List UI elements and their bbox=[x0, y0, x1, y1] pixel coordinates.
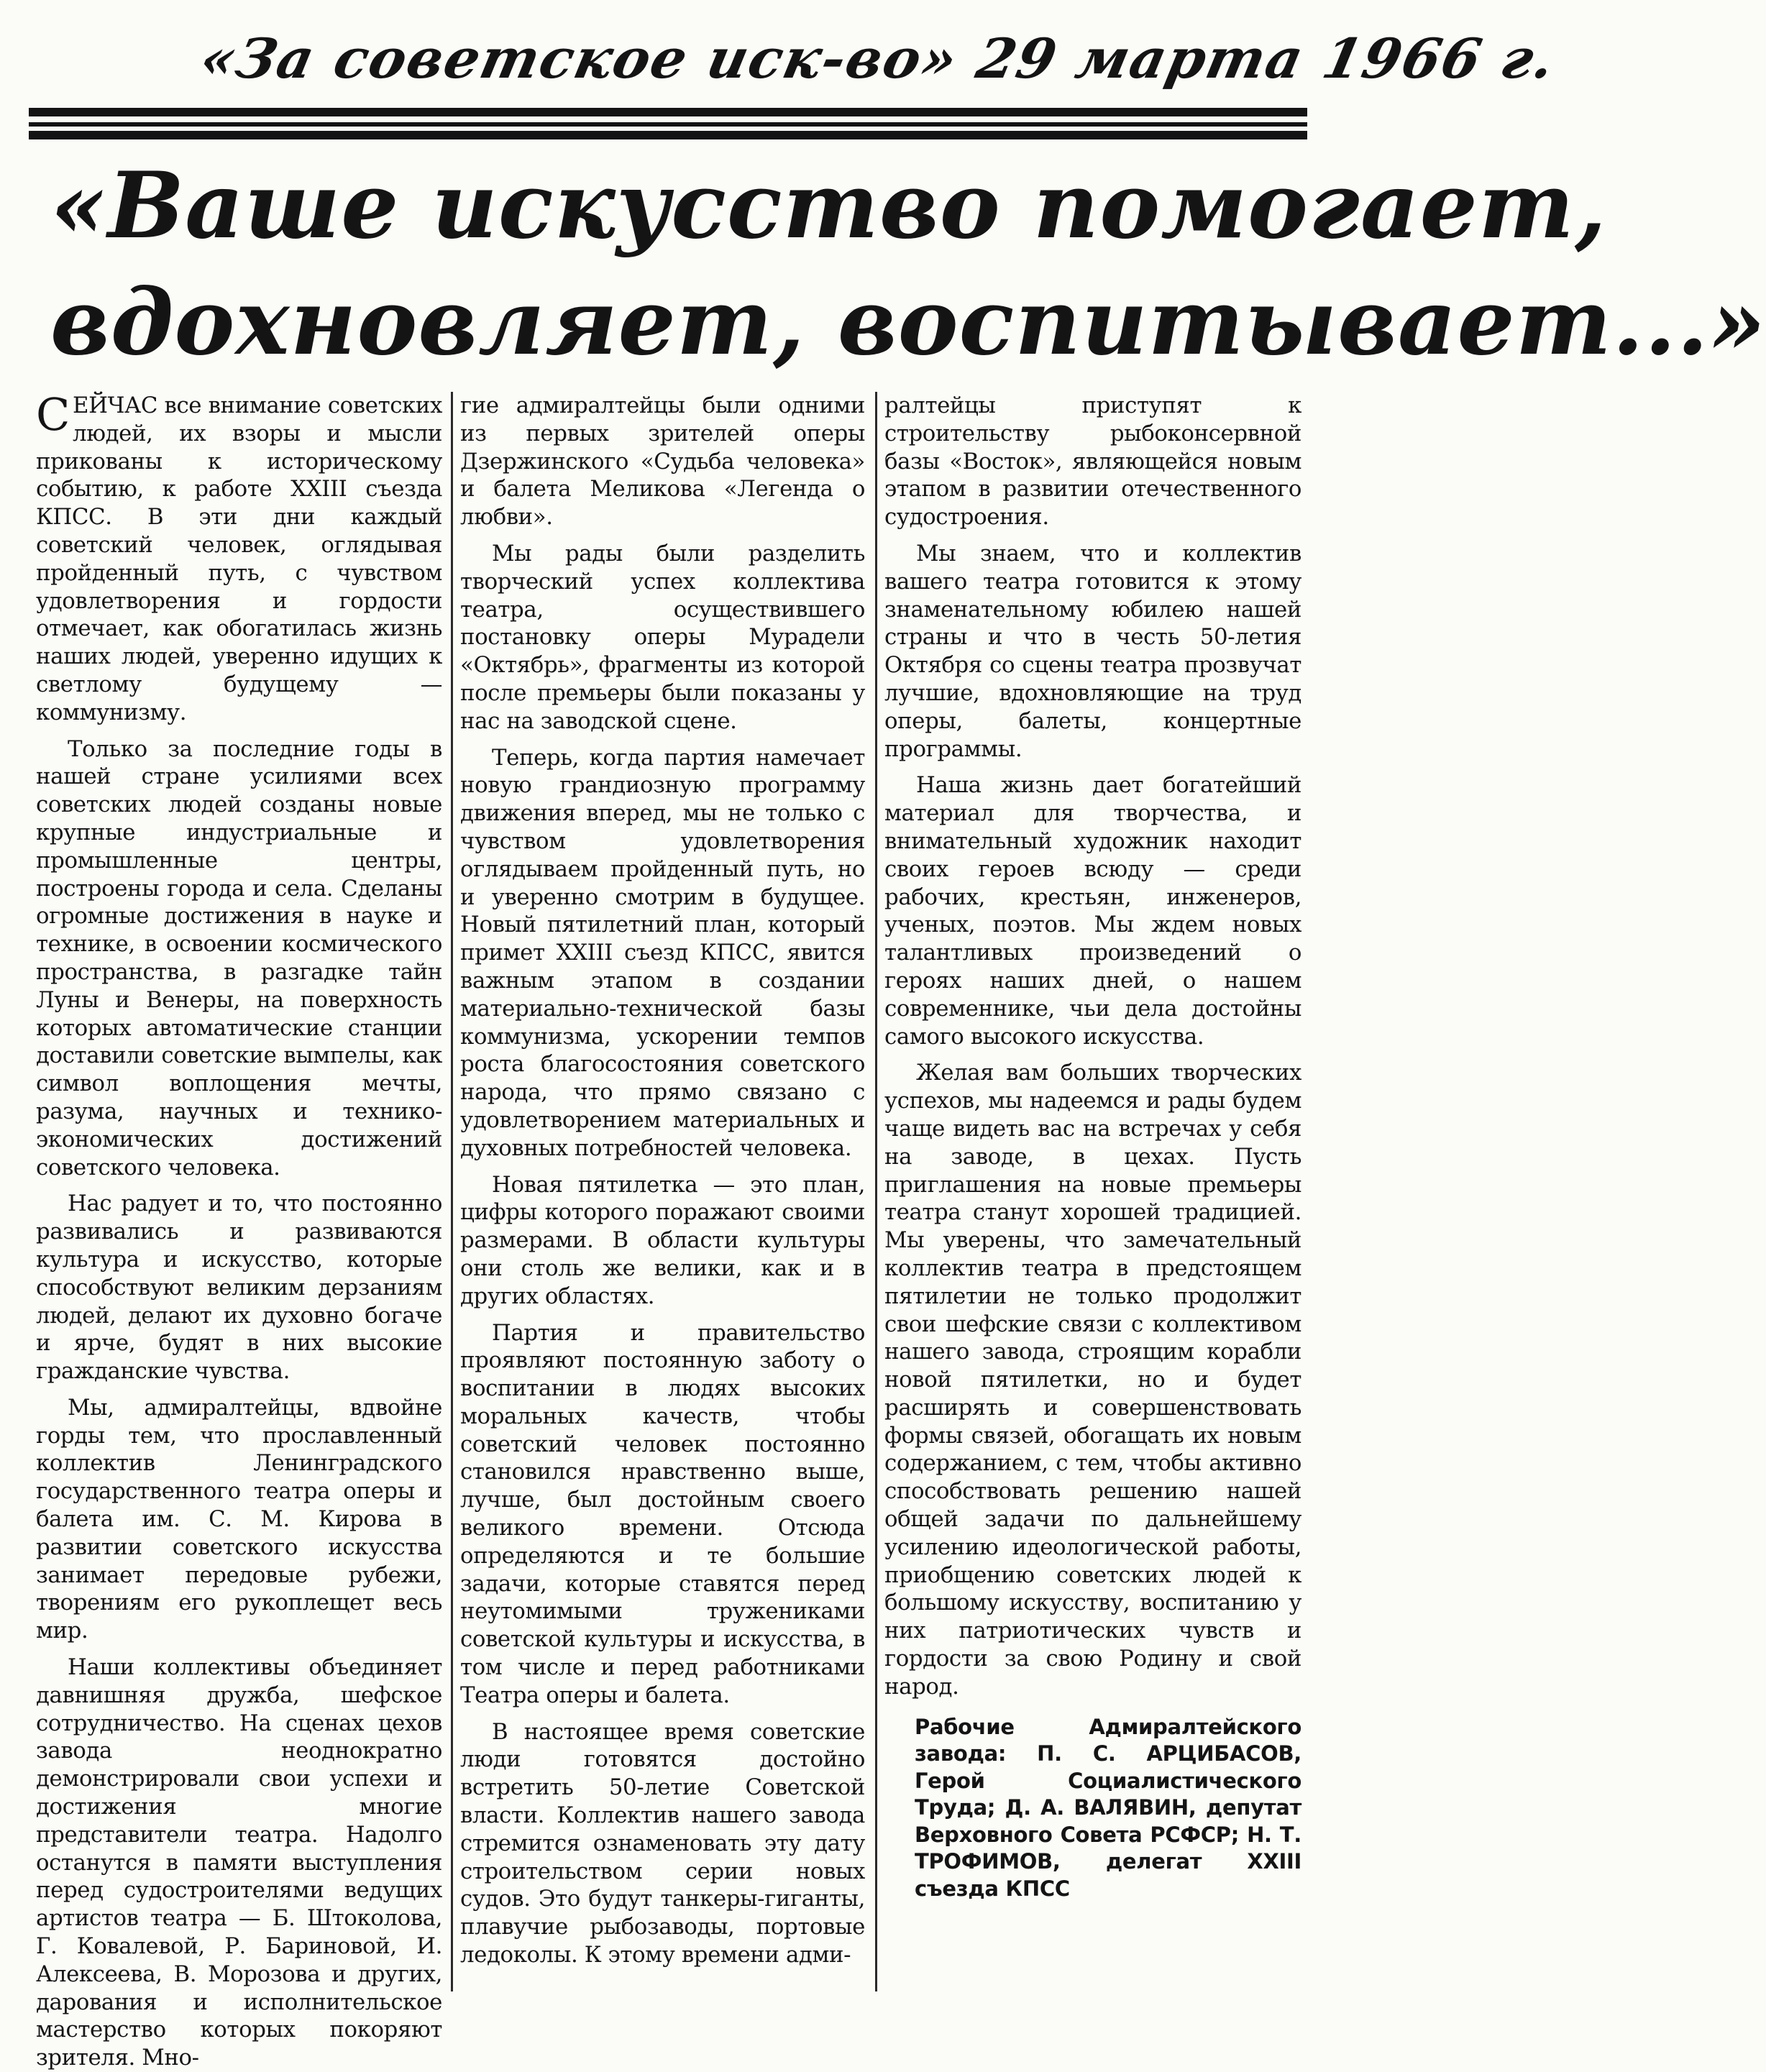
paragraph bbox=[36, 388, 442, 727]
paragraph: Наша жизнь дает богатейший материал для творчества, и внимательный художник находит своих героев всюду — среди рабочих, крестьян, инженеров, ученых, поэтов. Мы ждем новых талантливых произведений о героях наших дней, о нашем современнике, чьи дела достойны самого высокого искусства. bbox=[884, 772, 1301, 1050]
signature: Рабочие Адмиралтейского завода: П. С. АРЦИБАСОВ, Герой Социалистического Труда; Д. А. ВАЛЯВИН, депутат Верховного Совета РСФСР; Н. Т. ТРОФИМОВ, делегат XXIII съезда КПСС bbox=[915, 1714, 1301, 1901]
drop-cap: С bbox=[36, 388, 70, 441]
headline bbox=[50, 147, 1766, 392]
article-body bbox=[29, 388, 1309, 2071]
paragraph: Только за последние годы в нашей стране усилиями всех советских людей созданы новые крупные индустриальные и промышленные центры, построены города и села. Сделаны огромные достижения в науке и технике, в освоении космического пространства, в разгадке тайн Луны и Венеры, на поверхность которых автоматические станции доставили советские вымпелы, как символ воплощения мечты, разума, научных и технико-экономических достижений советского человека. bbox=[36, 735, 442, 1181]
paragraph: В настоящее время советские люди готовятся достойно встретить 50-летие Советской власти. Коллектив нашего завода стремится ознаменовать эту дату строительством серии новых судов. Это будут танкеры-гиганты, плавучие рыбозаводы, портовые ледоколы. К этому времени адми- bbox=[460, 1718, 865, 1968]
paragraph-text: ЕЙЧАС все внимание советских людей, их взоры и мысли прикованы к историческому событию, к работе XXIII съезда КПСС. В эти дни каждый советский человек, оглядывая пройденный путь, с чувством удовлетворения и гордости отмечает, как обогатилась жизнь наших людей, уверенно идущих к светлому будущему — коммунизму. bbox=[36, 393, 442, 725]
paragraph: Партия и правительство проявляют постоянную заботу о воспитании в людях высоких моральных качеств, чтобы советский человек постоянно становился нравственно выше, лучше, был достойным своего великого времени. Отсюда определяются и те большие задачи, которые ставятся перед неутомимыми тружениками советской культуры и искусства, в том числе и перед работниками Театра оперы и балета. bbox=[460, 1319, 865, 1708]
paragraph: Теперь, когда партия намечает новую грандиозную программу движения вперед, мы не только с чувством удовлетворения оглядываем пройденный путь, но и уверенно смотрим в будущее. Новый пятилетний план, который примет XXIII съезд КПСС, явится важным этапом в создании материально-технической базы коммунизма, ускорении темпов роста благосостояния советского народа, что прямо связано с удовлетворением материальных и духовных потребностей человека. bbox=[460, 744, 865, 1161]
column-divider bbox=[875, 392, 877, 1991]
paragraph: Мы рады были разделить творческий успех коллектива театра, осуществившего постановку оперы Мурадели «Октябрь», фрагменты из которой после премьеры были показаны у нас на заводской сцене. bbox=[460, 540, 865, 734]
column-3 bbox=[884, 392, 1301, 2006]
rule-middle bbox=[29, 122, 1307, 127]
paragraph: Мы, адмиралтейцы, вдвойне горды тем, что прославленный коллектив Ленинградского государственного театра оперы и балета им. С. М. Кирова в развитии советского искусства занимает передовые рубежи, творениям его рукоплещет весь мир. bbox=[36, 1394, 442, 1644]
column-1 bbox=[36, 388, 442, 2071]
paragraph: Желая вам больших творческих успехов, мы надеемся и рады будем чаще видеть вас на встречах у себя на заводе, в цехах. Пусть приглашения на новые премьеры театра станут хорошей традицией. Мы уверены, что замечательный коллектив театра в предстоящем пятилетии не только продолжит свои шефские связи с коллективом нашего завода, строящим корабли новой пятилетки, но и будет расширять и совершенствовать формы связей, обогащать их новым содержанием, с тем, чтобы активно способствовать решению нашей общей задачи по дальнейшему усилению идеологической работы, приобщению советских людей к большому искусству, воспитанию у них патриотических чувств и гордости за свою Родину и свой народ. bbox=[884, 1060, 1301, 1700]
column-divider bbox=[451, 392, 453, 1991]
header-rules bbox=[29, 108, 1307, 144]
paragraph: Новая пятилетка — это план, цифры которого поражают своими размерами. В области культуры они столь же велики, как и в других областях. bbox=[460, 1171, 865, 1309]
headline-line-2: вдохновляет, воспитывает...» bbox=[50, 269, 1766, 375]
paragraph: Наши коллективы объединяет давнишняя дружба, шефское сотрудничество. На сценах цехов завода неоднократно демонстрировали свои успехи и достижения многие представители театра. Надолго останутся в памяти выступления перед судостроителями ведущих артистов театра — Б. Штоколова, Г. Ковалевой, Р. Бариновой, И. Алексеева, В. Морозова и других, дарования и исполнительское мастерство которых покоряют зрителя. Мно- bbox=[36, 1654, 442, 2071]
column-2 bbox=[460, 392, 865, 2006]
handwritten-date-note: «За советское иск-во» 29 марта 1966 г. bbox=[194, 27, 1562, 91]
paragraph: Мы знаем, что и коллектив вашего театра готовится к этому знаменательному юбилею нашей страны и что в честь 50-летия Октября со сцены театра прозвучат лучшие, вдохновляющие на труд оперы, балеты, концертные программы. bbox=[884, 540, 1301, 762]
paragraph: Нас радует и то, что постоянно развивались и развиваются культура и искусство, которые способствуют великим дерзаниям людей, делают их духовно богаче и ярче, будят в них высокие гражданские чувства. bbox=[36, 1191, 442, 1385]
paragraph: ралтейцы приступят к строительству рыбоконсервной базы «Восток», являющейся новым этапом в развитии отечественного судостроения. bbox=[884, 393, 1301, 531]
rule-bottom bbox=[29, 131, 1307, 139]
rule-top bbox=[29, 108, 1307, 116]
headline-line-1: «Ваше искусство помогает, bbox=[50, 152, 1607, 259]
paragraph: гие адмиралтейцы были одними из первых зрителей оперы Дзержинского «Судьба человека» и балета Меликова «Легенда о любви». bbox=[460, 393, 865, 531]
